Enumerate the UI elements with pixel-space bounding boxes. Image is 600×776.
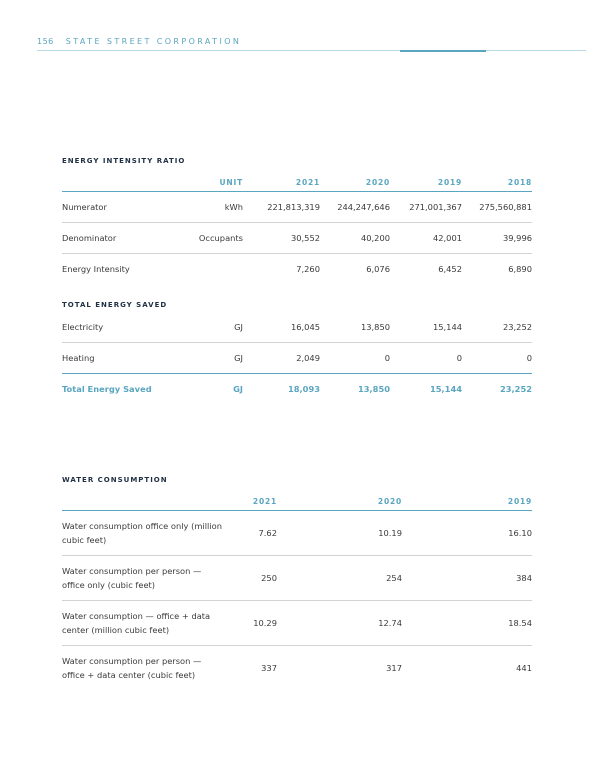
value-2018: 275,560,881 (479, 202, 532, 212)
value-2020: 317 (386, 663, 402, 673)
row-unit: Occupants (198, 233, 243, 243)
value-2018: 6,890 (508, 264, 532, 274)
value-2021: 337 (261, 663, 277, 673)
total-2021: 18,093 (287, 384, 320, 394)
value-2020: 0 (384, 353, 390, 363)
table-row (62, 254, 532, 284)
table-row (62, 556, 532, 601)
row-unit (212, 254, 243, 284)
table-row (62, 646, 532, 690)
value-2019: 15,144 (432, 322, 462, 332)
row-label: Water consumption per person — office only (cubic feet) (62, 566, 202, 590)
value-2020: 40,200 (360, 233, 390, 243)
page-number: 156 (37, 37, 54, 46)
organization-name: STATE STREET CORPORATION (65, 37, 242, 46)
column-header-2019: 2019 (507, 496, 532, 506)
value-2021: 10.29 (253, 618, 277, 628)
total-unit: GJ (233, 384, 243, 394)
value-2020: 12.74 (378, 618, 402, 628)
water-consumption-table (62, 492, 532, 690)
column-header-2018: 2018 (507, 177, 532, 187)
table-header-row (62, 173, 532, 192)
value-2021: 250 (261, 573, 277, 583)
value-2019: 6,452 (438, 264, 462, 274)
column-header-2021: 2021 (295, 177, 320, 187)
table-header-row (62, 492, 532, 511)
row-label: Denominator (62, 233, 117, 243)
total-2019: 15,144 (429, 384, 462, 394)
value-2019: 42,001 (432, 233, 462, 243)
column-header-unit: UNIT (219, 177, 243, 187)
value-2021: 221,813,319 (267, 202, 320, 212)
value-2019: 441 (516, 663, 532, 673)
row-label: Energy Intensity (62, 264, 130, 274)
energy-saved-title: TOTAL ENERGY SAVED (62, 301, 168, 309)
value-2018: 0 (526, 353, 532, 363)
row-unit: kWh (224, 202, 243, 212)
value-2021: 7,260 (296, 264, 320, 274)
row-label: Numerator (62, 202, 107, 212)
table-row (62, 343, 532, 374)
table-row (62, 312, 532, 343)
total-2020: 13,850 (357, 384, 390, 394)
energy-saved-table (62, 312, 532, 404)
value-2018: 23,252 (502, 322, 532, 332)
value-2020: 6,076 (366, 264, 390, 274)
value-2019: 16.10 (508, 528, 532, 538)
value-2020: 13,850 (360, 322, 390, 332)
row-unit: GJ (234, 353, 243, 363)
value-2021: 30,552 (290, 233, 320, 243)
header-divider (37, 50, 586, 51)
row-unit: GJ (234, 322, 243, 332)
row-label: Electricity (62, 322, 104, 332)
row-label: Water consumption office only (million cubic feet) (62, 521, 222, 545)
value-2019: 18.54 (508, 618, 532, 628)
row-label: Water consumption — office + data center (million cubic feet) (62, 611, 211, 635)
energy-intensity-table (62, 173, 532, 284)
total-row (62, 374, 532, 404)
column-header-2020: 2020 (377, 496, 402, 506)
header-divider-accent (400, 50, 486, 52)
value-2018: 39,996 (502, 233, 532, 243)
row-label: Water consumption per person — office + data center (cubic feet) (62, 656, 202, 680)
value-2021: 2,049 (296, 353, 320, 363)
value-2020: 10.19 (378, 528, 402, 538)
value-2020: 254 (386, 573, 402, 583)
energy-intensity-title: ENERGY INTENSITY RATIO (62, 157, 186, 165)
row-label: Heating (62, 353, 95, 363)
value-2019: 384 (516, 573, 532, 583)
value-2019: 0 (456, 353, 462, 363)
total-label: Total Energy Saved (62, 384, 152, 394)
column-header-2020: 2020 (365, 177, 390, 187)
table-row (62, 601, 532, 646)
total-2018: 23,252 (499, 384, 532, 394)
water-consumption-title: WATER CONSUMPTION (62, 476, 168, 484)
value-2021: 7.62 (258, 528, 277, 538)
table-row (62, 223, 532, 254)
column-header-2019: 2019 (437, 177, 462, 187)
table-row (62, 511, 532, 556)
value-2020: 244,247,646 (337, 202, 390, 212)
page-header (37, 37, 241, 46)
value-2021: 16,045 (290, 322, 320, 332)
column-header-2021: 2021 (252, 496, 277, 506)
value-2019: 271,001,367 (409, 202, 462, 212)
table-row (62, 192, 532, 223)
